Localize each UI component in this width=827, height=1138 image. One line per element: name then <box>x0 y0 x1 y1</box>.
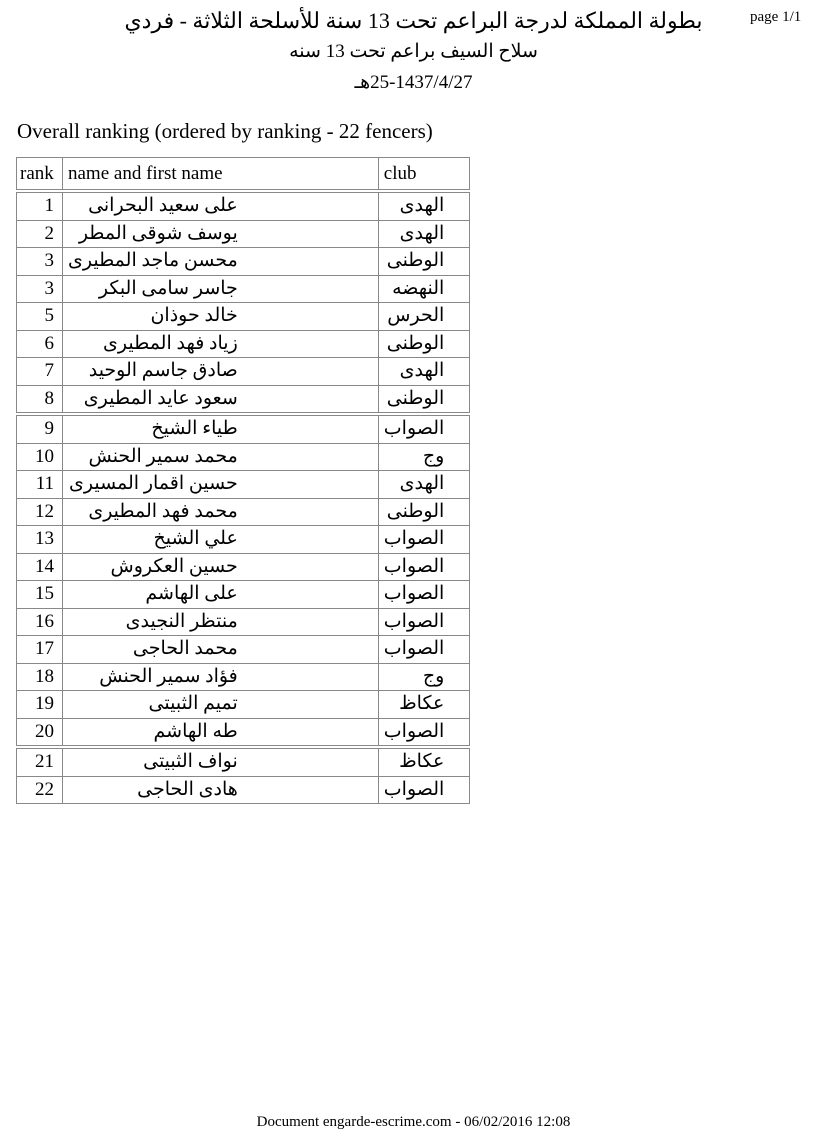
name-cell: على الهاشم <box>63 581 379 609</box>
name-cell: طه الهاشم <box>63 718 379 747</box>
table-row <box>17 414 470 443</box>
table-row <box>17 358 470 386</box>
table-row <box>17 471 470 499</box>
rank-cell: 2 <box>17 220 63 248</box>
club-cell: الحرس <box>378 303 470 331</box>
table-row <box>17 747 470 776</box>
club-cell: الصواب <box>378 636 470 664</box>
club-cell: الهدى <box>378 191 470 220</box>
club-cell: عكاظ <box>378 747 470 776</box>
club-cell: الهدى <box>378 471 470 499</box>
ranking-heading: Overall ranking (ordered by ranking - 22 fencers) <box>17 119 433 143</box>
rank-cell: 7 <box>17 358 63 386</box>
rank-cell: 6 <box>17 330 63 358</box>
name-cell: صادق جاسم الوحيد <box>63 358 379 386</box>
rank-cell: 8 <box>17 385 63 414</box>
rank-cell: 20 <box>17 718 63 747</box>
club-cell: عكاظ <box>378 691 470 719</box>
ranking-table <box>16 157 470 804</box>
name-cell: محمد فهد المطيرى <box>63 498 379 526</box>
name-cell: زياد فهد المطيرى <box>63 330 379 358</box>
club-cell: الصواب <box>378 414 470 443</box>
name-cell: محسن ماجد المطيرى <box>63 248 379 276</box>
name-cell: نواف الثبيتى <box>63 747 379 776</box>
name-cell: منتظر النجيدى <box>63 608 379 636</box>
club-column-header: club <box>378 158 470 192</box>
table-row <box>17 581 470 609</box>
club-cell: وج <box>378 443 470 471</box>
rank-cell: 10 <box>17 443 63 471</box>
name-cell: علي الشيخ <box>63 526 379 554</box>
club-cell: الوطنى <box>378 330 470 358</box>
document-title: بطولة المملكة لدرجة البراعم تحت 13 سنة للأسلحة الثلاثة - فردي <box>124 8 703 33</box>
club-cell: الوطنى <box>378 498 470 526</box>
name-cell: محمد سمير الحنش <box>63 443 379 471</box>
name-cell: سعود عايد المطيرى <box>63 385 379 414</box>
table-row <box>17 191 470 220</box>
rank-cell: 14 <box>17 553 63 581</box>
table-row <box>17 691 470 719</box>
table-row <box>17 663 470 691</box>
table-row <box>17 220 470 248</box>
name-cell: محمد الحاجى <box>63 636 379 664</box>
page-number: page 1/1 <box>750 9 802 25</box>
table-row <box>17 526 470 554</box>
rank-cell: 11 <box>17 471 63 499</box>
document-footer: Document engarde-escrime.com - 06/02/2016 12:08 <box>256 1114 571 1130</box>
table-row <box>17 636 470 664</box>
rank-cell: 3 <box>17 275 63 303</box>
table-header-row <box>17 158 470 192</box>
name-cell: يوسف شوقى المطر <box>63 220 379 248</box>
table-row <box>17 275 470 303</box>
rank-cell: 18 <box>17 663 63 691</box>
name-cell: على سعيد البحرانى <box>63 191 379 220</box>
table-row <box>17 330 470 358</box>
rank-cell: 1 <box>17 191 63 220</box>
rank-cell: 12 <box>17 498 63 526</box>
event-date: 25-1437/4/27هـ <box>354 72 473 93</box>
rank-cell: 13 <box>17 526 63 554</box>
document-subtitle: سلاح السيف براعم تحت 13 سنه <box>289 41 538 62</box>
table-row <box>17 303 470 331</box>
club-cell: الهدى <box>378 220 470 248</box>
club-cell: الصواب <box>378 776 470 804</box>
club-cell: الهدى <box>378 358 470 386</box>
club-cell: الصواب <box>378 526 470 554</box>
table-row <box>17 385 470 414</box>
name-cell: خالد حوذان <box>63 303 379 331</box>
rank-column-header: rank <box>17 158 63 192</box>
rank-cell: 19 <box>17 691 63 719</box>
rank-cell: 21 <box>17 747 63 776</box>
table-row <box>17 553 470 581</box>
table-row <box>17 443 470 471</box>
name-cell: حسين العكروش <box>63 553 379 581</box>
rank-cell: 16 <box>17 608 63 636</box>
table-row <box>17 718 470 747</box>
club-cell: الصواب <box>378 581 470 609</box>
rank-cell: 15 <box>17 581 63 609</box>
name-cell: هادى الحاجى <box>63 776 379 804</box>
club-cell: الصواب <box>378 718 470 747</box>
club-cell: الصواب <box>378 553 470 581</box>
name-cell: حسين اقمار المسيرى <box>63 471 379 499</box>
club-cell: الصواب <box>378 608 470 636</box>
rank-cell: 9 <box>17 414 63 443</box>
club-cell: النهضه <box>378 275 470 303</box>
table-row <box>17 498 470 526</box>
name-cell: تميم الثبيتى <box>63 691 379 719</box>
name-cell: جاسر سامى البكر <box>63 275 379 303</box>
club-cell: الوطنى <box>378 248 470 276</box>
rank-cell: 3 <box>17 248 63 276</box>
rank-cell: 22 <box>17 776 63 804</box>
club-cell: الوطنى <box>378 385 470 414</box>
name-cell: فؤاد سمير الحنش <box>63 663 379 691</box>
table-row <box>17 776 470 804</box>
table-row <box>17 248 470 276</box>
club-cell: وج <box>378 663 470 691</box>
table-row <box>17 608 470 636</box>
rank-cell: 17 <box>17 636 63 664</box>
name-cell: طياء الشيخ <box>63 414 379 443</box>
rank-cell: 5 <box>17 303 63 331</box>
name-column-header: name and first name <box>63 158 379 192</box>
